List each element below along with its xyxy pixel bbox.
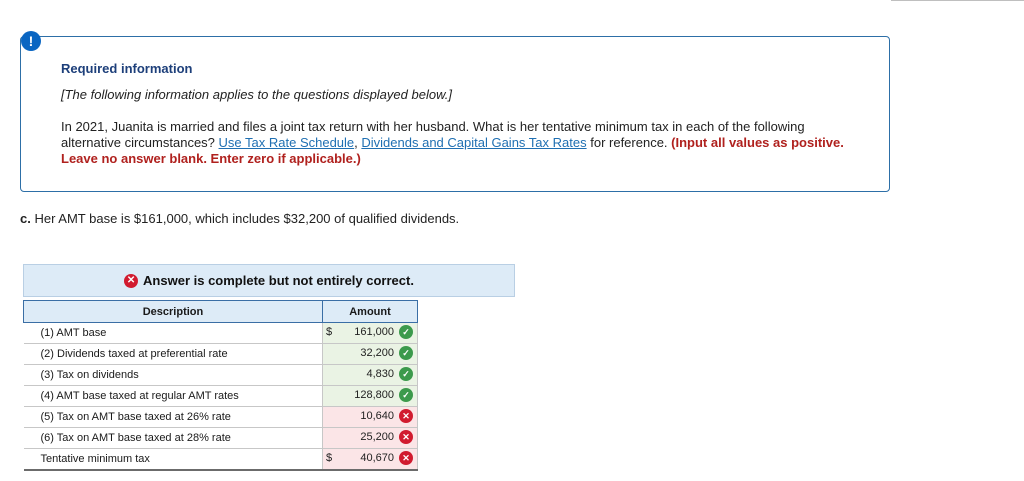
info-subtitle: [The following information applies to the questions displayed below.] — [61, 87, 452, 102]
amount-value: 32,200 — [360, 347, 394, 359]
row-description: (3) Tax on dividends — [24, 365, 323, 386]
answer-status-banner — [23, 264, 515, 297]
amount-value: 161,000 — [354, 326, 394, 338]
x-icon: ✕ — [399, 430, 413, 444]
amount-input[interactable] — [323, 365, 418, 386]
amount-input[interactable] — [323, 449, 418, 471]
table-row — [24, 449, 418, 471]
question-text — [20, 211, 459, 226]
required-info-box — [20, 36, 890, 192]
table-row — [24, 407, 418, 428]
amount-value: 128,800 — [354, 389, 394, 401]
amount-header: Amount — [323, 301, 418, 323]
amount-input[interactable] — [323, 407, 418, 428]
info-title: Required information — [61, 61, 193, 76]
x-icon: ✕ — [399, 409, 413, 423]
amount-value: 4,830 — [366, 368, 394, 380]
table-row — [24, 323, 418, 344]
row-description: Tentative minimum tax — [24, 449, 323, 471]
table-row — [24, 344, 418, 365]
dollar-sign: $ — [326, 326, 333, 338]
check-icon: ✓ — [399, 346, 413, 360]
question-label: c. — [20, 211, 31, 226]
after-links-text: for reference. — [586, 135, 668, 150]
instructions-text: (Input all values as positive. Leave no answer blank. Enter zero if applicable.) — [61, 135, 844, 166]
top-divider — [891, 0, 1024, 1]
exclamation-icon: ! — [21, 31, 41, 51]
amount-input[interactable] — [323, 428, 418, 449]
link-separator: , — [354, 135, 362, 150]
info-body-text: In 2021, Juanita is married and files a joint tax return with her husband. What is her tentative minimum tax in each of the following alternative circumstances? — [61, 119, 805, 150]
table-row — [24, 428, 418, 449]
amount-value: 40,670 — [360, 452, 394, 464]
check-icon: ✓ — [399, 367, 413, 381]
x-icon: ✕ — [124, 274, 138, 288]
amount-input[interactable] — [323, 323, 418, 344]
row-description: (2) Dividends taxed at preferential rate — [24, 344, 323, 365]
amount-value: 25,200 — [360, 431, 394, 443]
description-header: Description — [24, 301, 323, 323]
table-row — [24, 386, 418, 407]
x-icon: ✕ — [399, 451, 413, 465]
check-icon: ✓ — [399, 388, 413, 402]
row-description: (5) Tax on AMT base taxed at 26% rate — [24, 407, 323, 428]
answer-status-text: Answer is complete but not entirely correct. — [143, 273, 414, 288]
row-description: (6) Tax on AMT base taxed at 28% rate — [24, 428, 323, 449]
dollar-sign: $ — [326, 452, 333, 464]
row-description: (4) AMT base taxed at regular AMT rates — [24, 386, 323, 407]
info-body — [61, 119, 861, 167]
answer-table — [23, 300, 418, 471]
amount-input[interactable] — [323, 344, 418, 365]
tax-rate-schedule-link[interactable]: Use Tax Rate Schedule — [218, 135, 355, 150]
check-icon: ✓ — [399, 325, 413, 339]
dividends-capital-gains-link[interactable]: Dividends and Capital Gains Tax Rates — [361, 135, 587, 150]
amount-input[interactable] — [323, 386, 418, 407]
row-description: (1) AMT base — [24, 323, 323, 344]
table-row — [24, 365, 418, 386]
amount-value: 10,640 — [360, 410, 394, 422]
question-body: Her AMT base is $161,000, which includes $32,200 of qualified dividends. — [34, 211, 460, 226]
